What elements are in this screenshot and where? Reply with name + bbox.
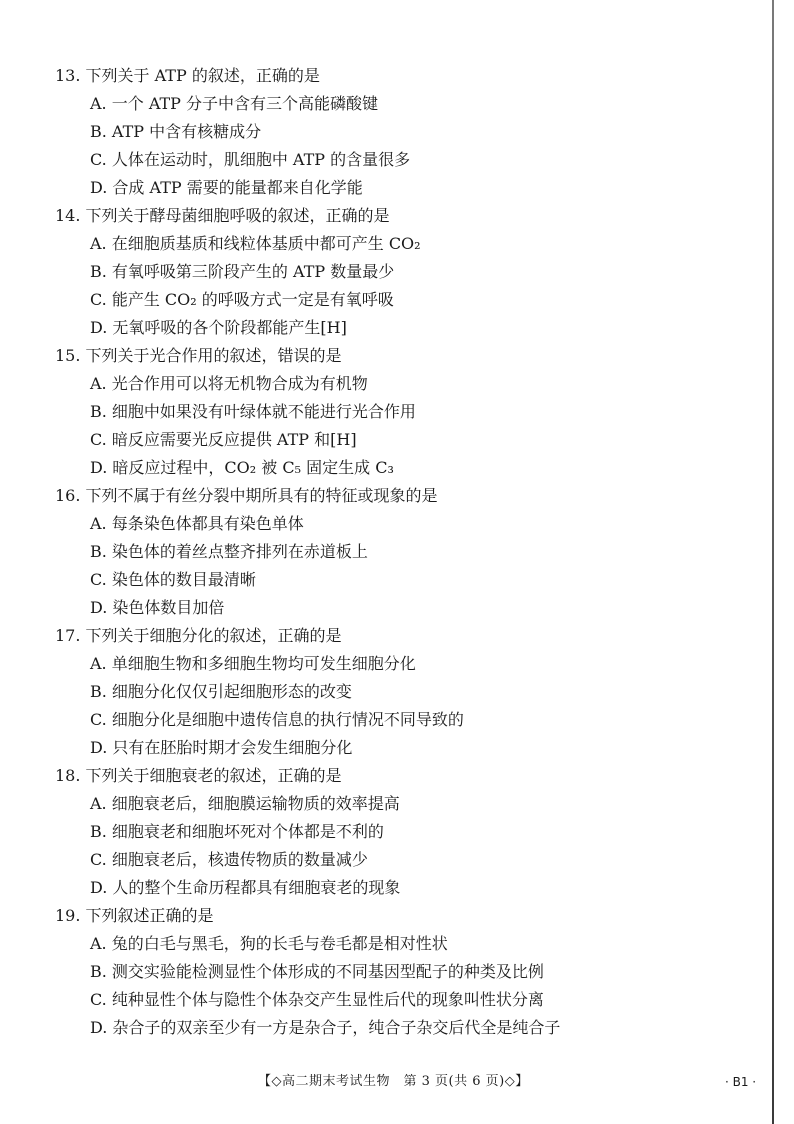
- question-stem: 18. 下列关于细胞衰老的叙述，正确的是: [55, 766, 342, 785]
- question-17: [55, 622, 755, 762]
- option-d: D. 染色体数目加倍: [90, 598, 225, 617]
- option-d: D. 只有在胚胎时期才会发生细胞分化: [90, 738, 353, 757]
- question-stem: 13. 下列关于 ATP 的叙述，正确的是: [55, 66, 320, 85]
- option-a: A. 兔的白毛与黑毛，狗的长毛与卷毛都是相对性状: [90, 934, 448, 953]
- question-stem: 17. 下列关于细胞分化的叙述，正确的是: [55, 626, 342, 645]
- question-stem: 14. 下列关于酵母菌细胞呼吸的叙述，正确的是: [55, 206, 390, 225]
- option-d: D. 合成 ATP 需要的能量都来自化学能: [90, 178, 363, 197]
- option-b: B. 染色体的着丝点整齐排列在赤道板上: [90, 542, 368, 561]
- option-b: B. 细胞衰老和细胞坏死对个体都是不利的: [90, 822, 384, 841]
- question-13: [55, 62, 755, 202]
- option-d: D. 杂合子的双亲至少有一方是杂合子，纯合子杂交后代全是纯合子: [90, 1018, 561, 1037]
- option-b: B. 细胞中如果没有叶绿体就不能进行光合作用: [90, 402, 416, 421]
- option-a: A. 单细胞生物和多细胞生物均可发生细胞分化: [90, 654, 416, 673]
- option-c: C. 能产生 CO₂ 的呼吸方式一定是有氧呼吸: [90, 290, 394, 309]
- scan-edge-line: [772, 0, 774, 1124]
- option-d: D. 人的整个生命历程都具有细胞衰老的现象: [90, 878, 401, 897]
- question-15: [55, 342, 755, 482]
- question-stem: 16. 下列不属于有丝分裂中期所具有的特征或现象的是: [55, 486, 438, 505]
- question-16: [55, 482, 755, 622]
- option-a: A. 在细胞质基质和线粒体基质中都可产生 CO₂: [90, 234, 421, 253]
- option-b: B. 有氧呼吸第三阶段产生的 ATP 数量最少: [90, 262, 395, 281]
- option-d: D. 暗反应过程中，CO₂ 被 C₅ 固定生成 C₃: [90, 458, 394, 477]
- option-c: C. 纯种显性个体与隐性个体杂交产生显性后代的现象叫性状分离: [90, 990, 544, 1009]
- option-c: C. 细胞衰老后，核遗传物质的数量减少: [90, 850, 368, 869]
- option-c: C. 暗反应需要光反应提供 ATP 和[H]: [90, 430, 357, 449]
- footer-page-info: 【◇高二期末考试生物 第 3 页(共 6 页)◇】: [258, 1074, 529, 1089]
- question-list: [55, 62, 755, 1042]
- option-b: B. ATP 中含有核糖成分: [90, 122, 262, 141]
- question-14: [55, 202, 755, 342]
- question-19: [55, 902, 755, 1042]
- option-c: C. 染色体的数目最清晰: [90, 570, 256, 589]
- footer-paper-code: · B1 ·: [725, 1075, 757, 1089]
- question-stem: 15. 下列关于光合作用的叙述，错误的是: [55, 346, 342, 365]
- option-a: A. 光合作用可以将无机物合成为有机物: [90, 374, 368, 393]
- option-d: D. 无氧呼吸的各个阶段都能产生[H]: [90, 318, 347, 337]
- option-b: B. 细胞分化仅仅引起细胞形态的改变: [90, 682, 352, 701]
- question-18: [55, 762, 755, 902]
- option-a: A. 一个 ATP 分子中含有三个高能磷酸键: [90, 94, 379, 113]
- option-c: C. 人体在运动时，肌细胞中 ATP 的含量很多: [90, 150, 411, 169]
- option-a: A. 每条染色体都具有染色单体: [90, 514, 304, 533]
- option-c: C. 细胞分化是细胞中遗传信息的执行情况不同导致的: [90, 710, 464, 729]
- page-footer: [0, 1071, 794, 1093]
- option-b: B. 测交实验能检测显性个体形成的不同基因型配子的种类及比例: [90, 962, 544, 981]
- option-a: A. 细胞衰老后，细胞膜运输物质的效率提高: [90, 794, 400, 813]
- question-stem: 19. 下列叙述正确的是: [55, 906, 214, 925]
